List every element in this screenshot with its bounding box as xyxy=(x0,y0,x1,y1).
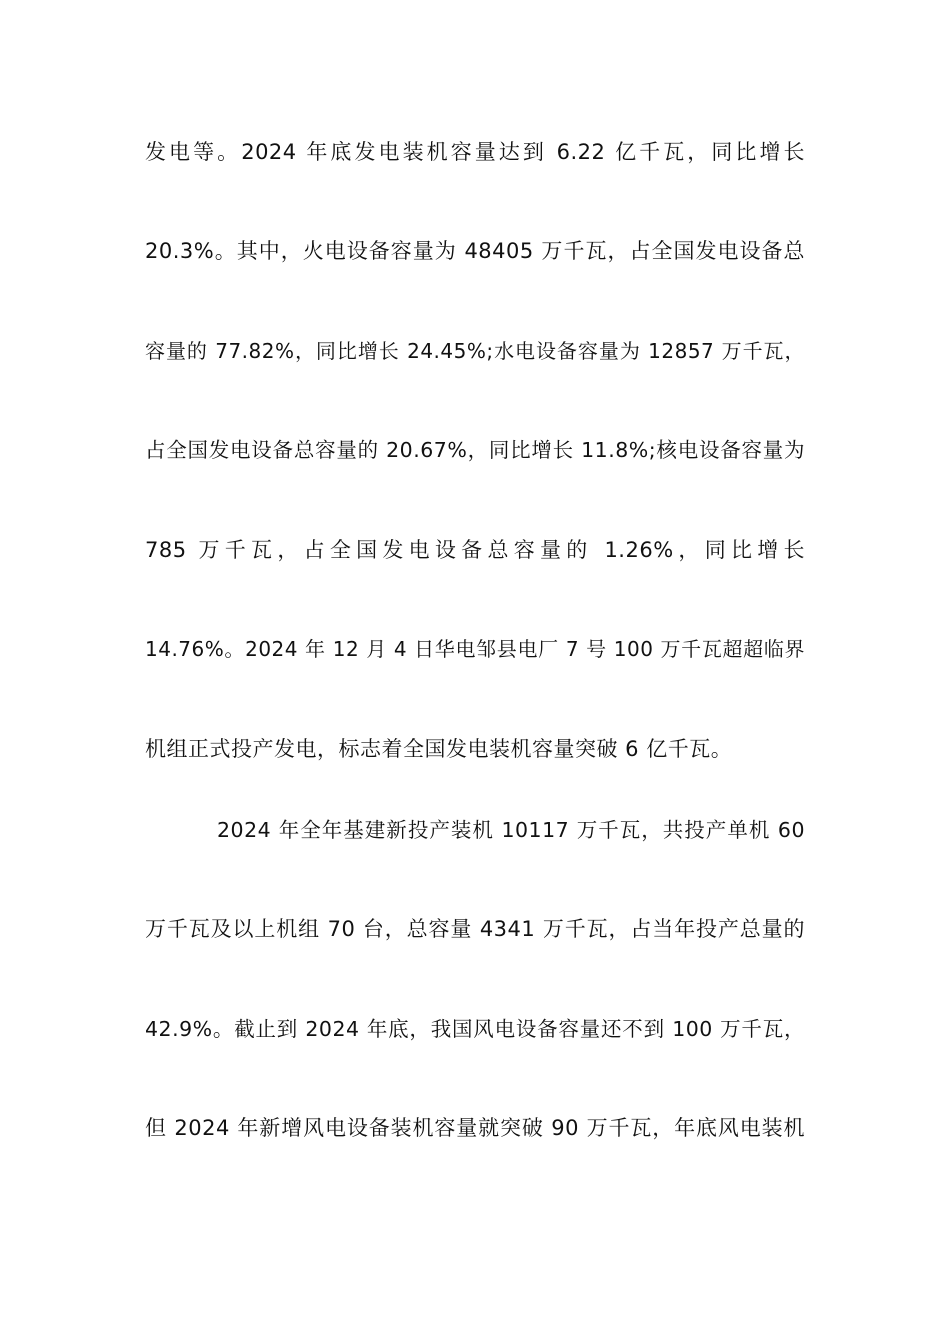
text-line-3: 容量的 77.82%，同比增长 24.45%;水电设备容量为 12857 万千瓦， xyxy=(145,339,805,363)
text-line-1: 发电等。2024 年底发电装机容量达到 6.22 亿千瓦，同比增长 xyxy=(145,140,805,164)
text-line-4: 占全国发电设备总容量的 20.67%，同比增长 11.8%;核电设备容量为 xyxy=(145,438,805,462)
text-line-7: 机组正式投产发电，标志着全国发电装机容量突破 6 亿千瓦。 xyxy=(145,737,733,761)
text-line-8: 2024 年全年基建新投产装机 10117 万千瓦，共投产单机 60 xyxy=(217,818,805,842)
text-line-5: 785 万千瓦，占全国发电设备总容量的 1.26%，同比增长 xyxy=(145,538,805,562)
text-line-10: 42.9%。截止到 2024 年底，我国风电设备容量还不到 100 万千瓦， xyxy=(145,1017,805,1041)
text-line-6: 14.76%。2024 年 12 月 4 日华电邹县电厂 7 号 100 万千瓦超超临界 xyxy=(145,637,805,661)
text-line-2: 20.3%。其中，火电设备容量为 48405 万千瓦，占全国发电设备总 xyxy=(145,239,805,263)
text-line-11: 但 2024 年新增风电设备装机容量就突破 90 万千瓦，年底风电装机 xyxy=(145,1116,805,1140)
text-line-9: 万千瓦及以上机组 70 台，总容量 4341 万千瓦，占当年投产总量的 xyxy=(145,917,805,941)
